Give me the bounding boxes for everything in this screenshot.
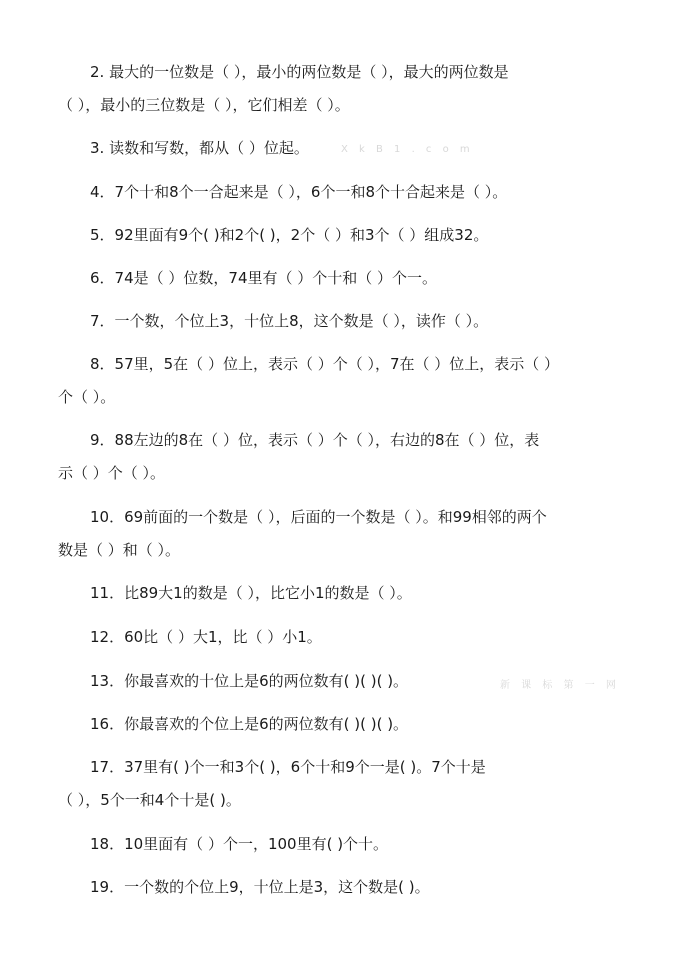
- question-18: 18．10里面有（ ）个一，100里有( )个十。: [90, 835, 389, 853]
- question-10-line-2: 数是（ ）和（ ）。: [58, 541, 181, 559]
- question-3: 3. 读数和写数，都从（ ）位起。: [90, 139, 309, 157]
- question-9-line-1: 9．88左边的8在（ ）位，表示（ ）个（ ），右边的8在（ ）位，表: [90, 431, 540, 449]
- question-8-line-1: 8．57里，5在（ ）位上，表示（ ）个（ ），7在（ ）位上，表示（ ）: [90, 355, 560, 373]
- question-2-line-1: 2. 最大的一位数是（ ），最小的两位数是（ ），最大的两位数是: [90, 63, 509, 81]
- question-12: 12．60比（ ）大1，比（ ）小1。: [90, 628, 322, 646]
- watermark-xinkebiao: 新 课 标 第 一 网: [500, 680, 620, 691]
- question-7: 7．一个数，个位上3，十位上8，这个数是（ ），读作（ ）。: [90, 312, 489, 330]
- question-4: 4．7个十和8个一合起来是（ ），6个一和8个十合起来是（ ）。: [90, 183, 508, 201]
- question-17-line-1: 17．37里有( )个一和3个( )，6个十和9个一是( )。7个十是: [90, 758, 486, 776]
- question-16: 16．你最喜欢的个位上是6的两位数有( )( )( )。: [90, 715, 409, 733]
- question-13: 13．你最喜欢的十位上是6的两位数有( )( )( )。: [90, 672, 409, 690]
- question-6: 6．74是（ ）位数，74里有（ ）个十和（ ）个一。: [90, 269, 438, 287]
- question-17-line-2: （ ），5个一和4个十是( )。: [58, 791, 241, 809]
- question-10-line-1: 10．69前面的一个数是（ ），后面的一个数是（ ）。和99相邻的两个: [90, 508, 547, 526]
- watermark-xkb1: X k B 1 . c o m: [341, 144, 474, 155]
- question-8-line-2: 个（ ）。: [58, 388, 116, 406]
- question-5: 5．92里面有9个( )和2个( )，2个（ ）和3个（ ）组成32。: [90, 226, 489, 244]
- question-11: 11．比89大1的数是（ ），比它小1的数是（ ）。: [90, 584, 412, 602]
- question-19: 19．一个数的个位上9，十位上是3，这个数是( )。: [90, 878, 430, 896]
- question-2-line-2: （ ），最小的三位数是（ ），它们相差（ ）。: [58, 96, 350, 114]
- question-9-line-2: 示（ ）个（ ）。: [58, 464, 166, 482]
